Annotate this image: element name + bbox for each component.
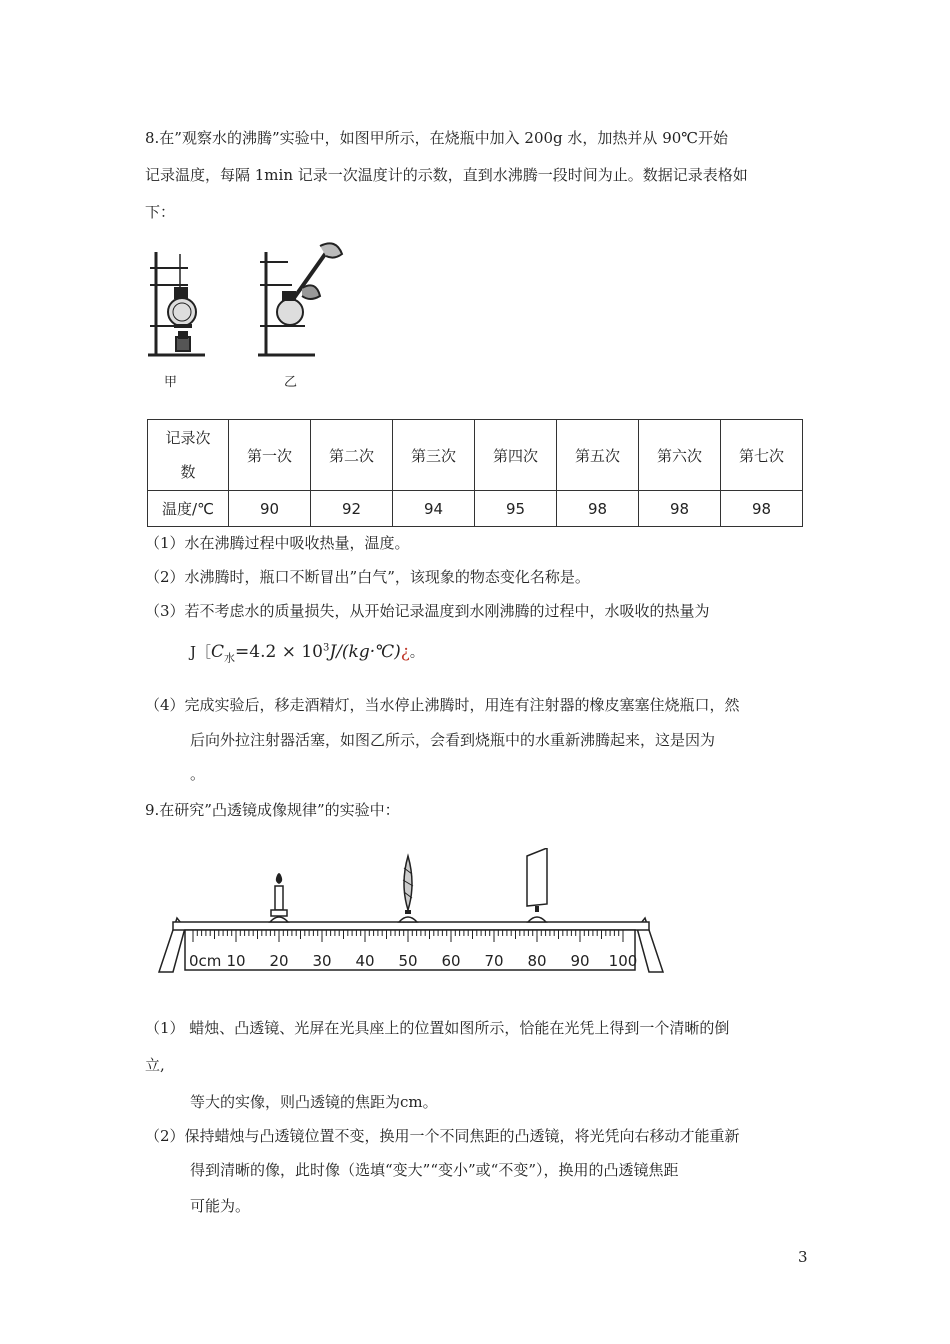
table-cell: 98 [721, 491, 803, 527]
q8-stem-line3: 下： [145, 203, 176, 221]
q8-stem-line2: 记录温度，每隔 1min 记录一次温度计的示数，直到水沸腾一段时间为止。数据记录表格如 [145, 166, 748, 184]
q9-sub1-line1: （1） 蜡烛、凸透镜、光屏在光具座上的位置如图所示，恰能在光凭上得到一个清晰的倒 [145, 1019, 730, 1037]
formula-exp: 3 [323, 642, 330, 654]
q9-sub2-line1: （2）保持蜡烛与凸透镜位置不变，换用一个不同焦距的凸透镜，将光凭向右移动才能重新 [145, 1127, 740, 1145]
table-header-row [148, 420, 803, 491]
light-screen-icon [527, 848, 547, 922]
table-header-cell: 第一次 [229, 420, 311, 491]
q8-sub1: （1）水在沸腾过程中吸收热量，温度。 [145, 534, 410, 552]
temperature-record-table [147, 419, 803, 527]
q8-sub2: （2）水沸腾时，瓶口不断冒出”白气”，该现象的物态变化名称是。 [145, 568, 590, 586]
q9-sub2-line3: 可能为。 [190, 1197, 251, 1215]
figure-label-a: 甲 [164, 375, 178, 390]
table-header-cell: 第七次 [721, 420, 803, 491]
q9-sub2-line2: 得到清晰的像，此时像（选填“变大”“变小”或“不变”），换用的凸透镜焦距 [190, 1161, 679, 1179]
table-row [148, 491, 803, 527]
boiling-apparatus-figure [140, 240, 370, 370]
formula-prefix: J［ [190, 643, 212, 661]
table-cell: 94 [393, 491, 475, 527]
table-cell: 95 [475, 491, 557, 527]
optical-bench-figure [155, 848, 667, 978]
ruler-label: 0cm [189, 952, 222, 970]
q8-sub4-line3: 。 [190, 765, 206, 783]
formula-c: C [211, 642, 225, 662]
table-row-label: 温度/℃ [148, 491, 229, 527]
formula-mid: =4.2 × 10 [235, 642, 323, 662]
apparatus-a-icon [148, 252, 205, 355]
q9-title: 9.在研究”凸透镜成像规律”的实验中： [145, 801, 400, 819]
specific-heat-formula [190, 641, 424, 665]
ruler-label: 70 [484, 952, 504, 970]
ruler-label: 30 [312, 952, 332, 970]
table-cell: 90 [229, 491, 311, 527]
bench-rail [173, 922, 649, 930]
formula-end: 。 [409, 645, 424, 661]
ruler-label: 80 [527, 952, 547, 970]
q8-sub3: （3）若不考虑水的质量损失，从开始记录温度到水刚沸腾的过程中，水吸收的热量为 [145, 602, 710, 620]
ruler-label: 20 [269, 952, 289, 970]
page-number: 3 [798, 1248, 808, 1266]
q8-stem-line1: 8.在”观察水的沸腾”实验中，如图甲所示，在烧瓶中加入 200g 水，加热并从 90℃开始 [145, 129, 729, 147]
q8-sub4-line2: 后向外拉注射器活塞，如图乙所示，会看到烧瓶中的水重新沸腾起来，这是因为 [190, 731, 716, 749]
table-header-cell [148, 420, 229, 491]
formula-unit: J/(kg·℃) [329, 642, 401, 662]
ruler-label: 50 [398, 952, 418, 970]
q8-sub4-line1: （4）完成实验后，移走酒精灯，当水停止沸腾时，用连有注射器的橡皮塞塞住烧瓶口，然 [145, 696, 740, 714]
formula-tail: ¿ [400, 642, 410, 662]
table-cell: 98 [639, 491, 721, 527]
q9-sub1-line2: 立, [145, 1056, 165, 1074]
candle-icon [270, 873, 288, 922]
q9-sub1-line3: 等大的实像，则凸透镜的焦距为cm。 [190, 1093, 438, 1111]
figure-label-b: 乙 [284, 375, 298, 390]
table-header-cell: 第四次 [475, 420, 557, 491]
table-header-cell: 第二次 [311, 420, 393, 491]
ruler-label: 10 [226, 952, 246, 970]
formula-sub: 水 [224, 651, 236, 665]
header-first-line2: 数 [180, 463, 196, 481]
ruler-label: 90 [570, 952, 590, 970]
ruler-label: 60 [441, 952, 461, 970]
table-cell: 92 [311, 491, 393, 527]
convex-lens-icon [399, 856, 417, 922]
table-header-cell: 第五次 [557, 420, 639, 491]
header-first-line1: 记录次 [165, 429, 211, 447]
table-header-cell: 第六次 [639, 420, 721, 491]
ruler-label: 100 [608, 952, 638, 970]
table-cell: 98 [557, 491, 639, 527]
ruler-label: 40 [355, 952, 375, 970]
table-header-cell: 第三次 [393, 420, 475, 491]
apparatus-b-icon [258, 243, 342, 355]
